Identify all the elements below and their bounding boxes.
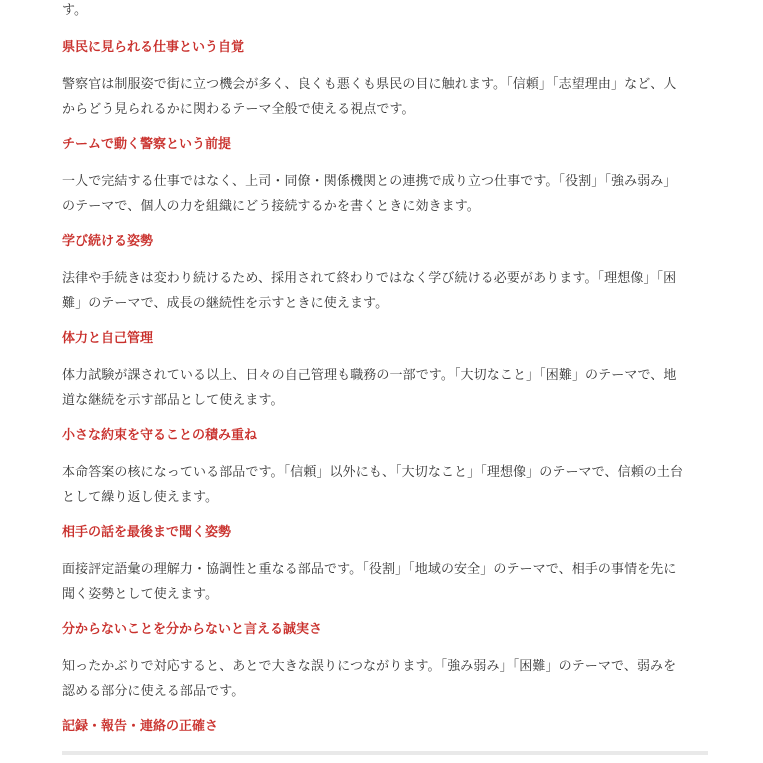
paragraph-line: 道な継続を示す部品として使えます。 bbox=[62, 393, 284, 408]
paragraph-line: のテーマで、個人の力を組織にどう接続するかを書くときに効きます。 bbox=[62, 199, 480, 214]
paragraph-line: 認める部分に使える部品です。 bbox=[62, 684, 245, 699]
paragraph-line: 法律や手続きは変わり続けるため、採用されて終わりではなく学び続ける必要があります。「理想像」「困 bbox=[62, 271, 677, 286]
section-paragraph bbox=[62, 266, 712, 316]
section-paragraph bbox=[62, 72, 712, 122]
section-heading: 県民に見られる仕事という自覚 bbox=[62, 40, 245, 55]
section-heading: 記録・報告・連絡の正確さ bbox=[62, 719, 219, 734]
section-heading: チームで動く警察という前提 bbox=[62, 137, 232, 152]
section-paragraph bbox=[62, 557, 712, 607]
paragraph-line: 体力試験が課されている以上、日々の自己管理も職務の一部です。「大切なこと」「困難」のテーマで、地 bbox=[62, 368, 677, 383]
paragraph-line: 一人で完結する仕事ではなく、上司・同僚・関係機関との連携で成り立つ仕事です。「役割」「強み弱み」 bbox=[62, 174, 677, 189]
section-heading: 小さな約束を守ることの積み重ね bbox=[62, 428, 258, 443]
section-heading: 体力と自己管理 bbox=[62, 331, 154, 346]
lead-paragraph-tail: す。 bbox=[62, 3, 87, 18]
cut-off-text-line bbox=[62, 751, 708, 755]
paragraph-line: 聞く姿勢として使えます。 bbox=[62, 587, 219, 602]
section-paragraph bbox=[62, 169, 712, 219]
section-heading: 相手の話を最後まで聞く姿勢 bbox=[62, 525, 232, 540]
section-paragraph bbox=[62, 654, 712, 704]
paragraph-line: 面接評定語彙の理解力・協調性と重なる部品です。「役割」「地域の安全」のテーマで、相手の事情を先に bbox=[62, 562, 677, 577]
section-list bbox=[62, 38, 712, 737]
section-paragraph bbox=[62, 460, 712, 510]
paragraph-line: 知ったかぶりで対応すると、あとで大きな誤りにつながります。「強み弱み」「困難」のテーマで、弱みを bbox=[62, 659, 677, 674]
paragraph-line: として繰り返し使えます。 bbox=[62, 490, 219, 505]
section-paragraph bbox=[62, 363, 712, 413]
article-content bbox=[62, 0, 712, 755]
section-heading: 学び続ける姿勢 bbox=[62, 234, 154, 249]
paragraph-line: 警察官は制服姿で街に立つ機会が多く、良くも悪くも県民の目に触れます。「信頼」「志望理由」など、人 bbox=[62, 77, 677, 92]
paragraph-line: 本命答案の核になっている部品です。「信頼」以外にも、「大切なこと」「理想像」のテーマで、信頼の土台 bbox=[62, 465, 684, 480]
paragraph-line: からどう見られるかに関わるテーマ全般で使える視点です。 bbox=[62, 102, 415, 117]
paragraph-line: 難」のテーマで、成長の継続性を示すときに使えます。 bbox=[62, 296, 389, 311]
section-heading: 分からないことを分からないと言える誠実さ bbox=[62, 622, 323, 637]
